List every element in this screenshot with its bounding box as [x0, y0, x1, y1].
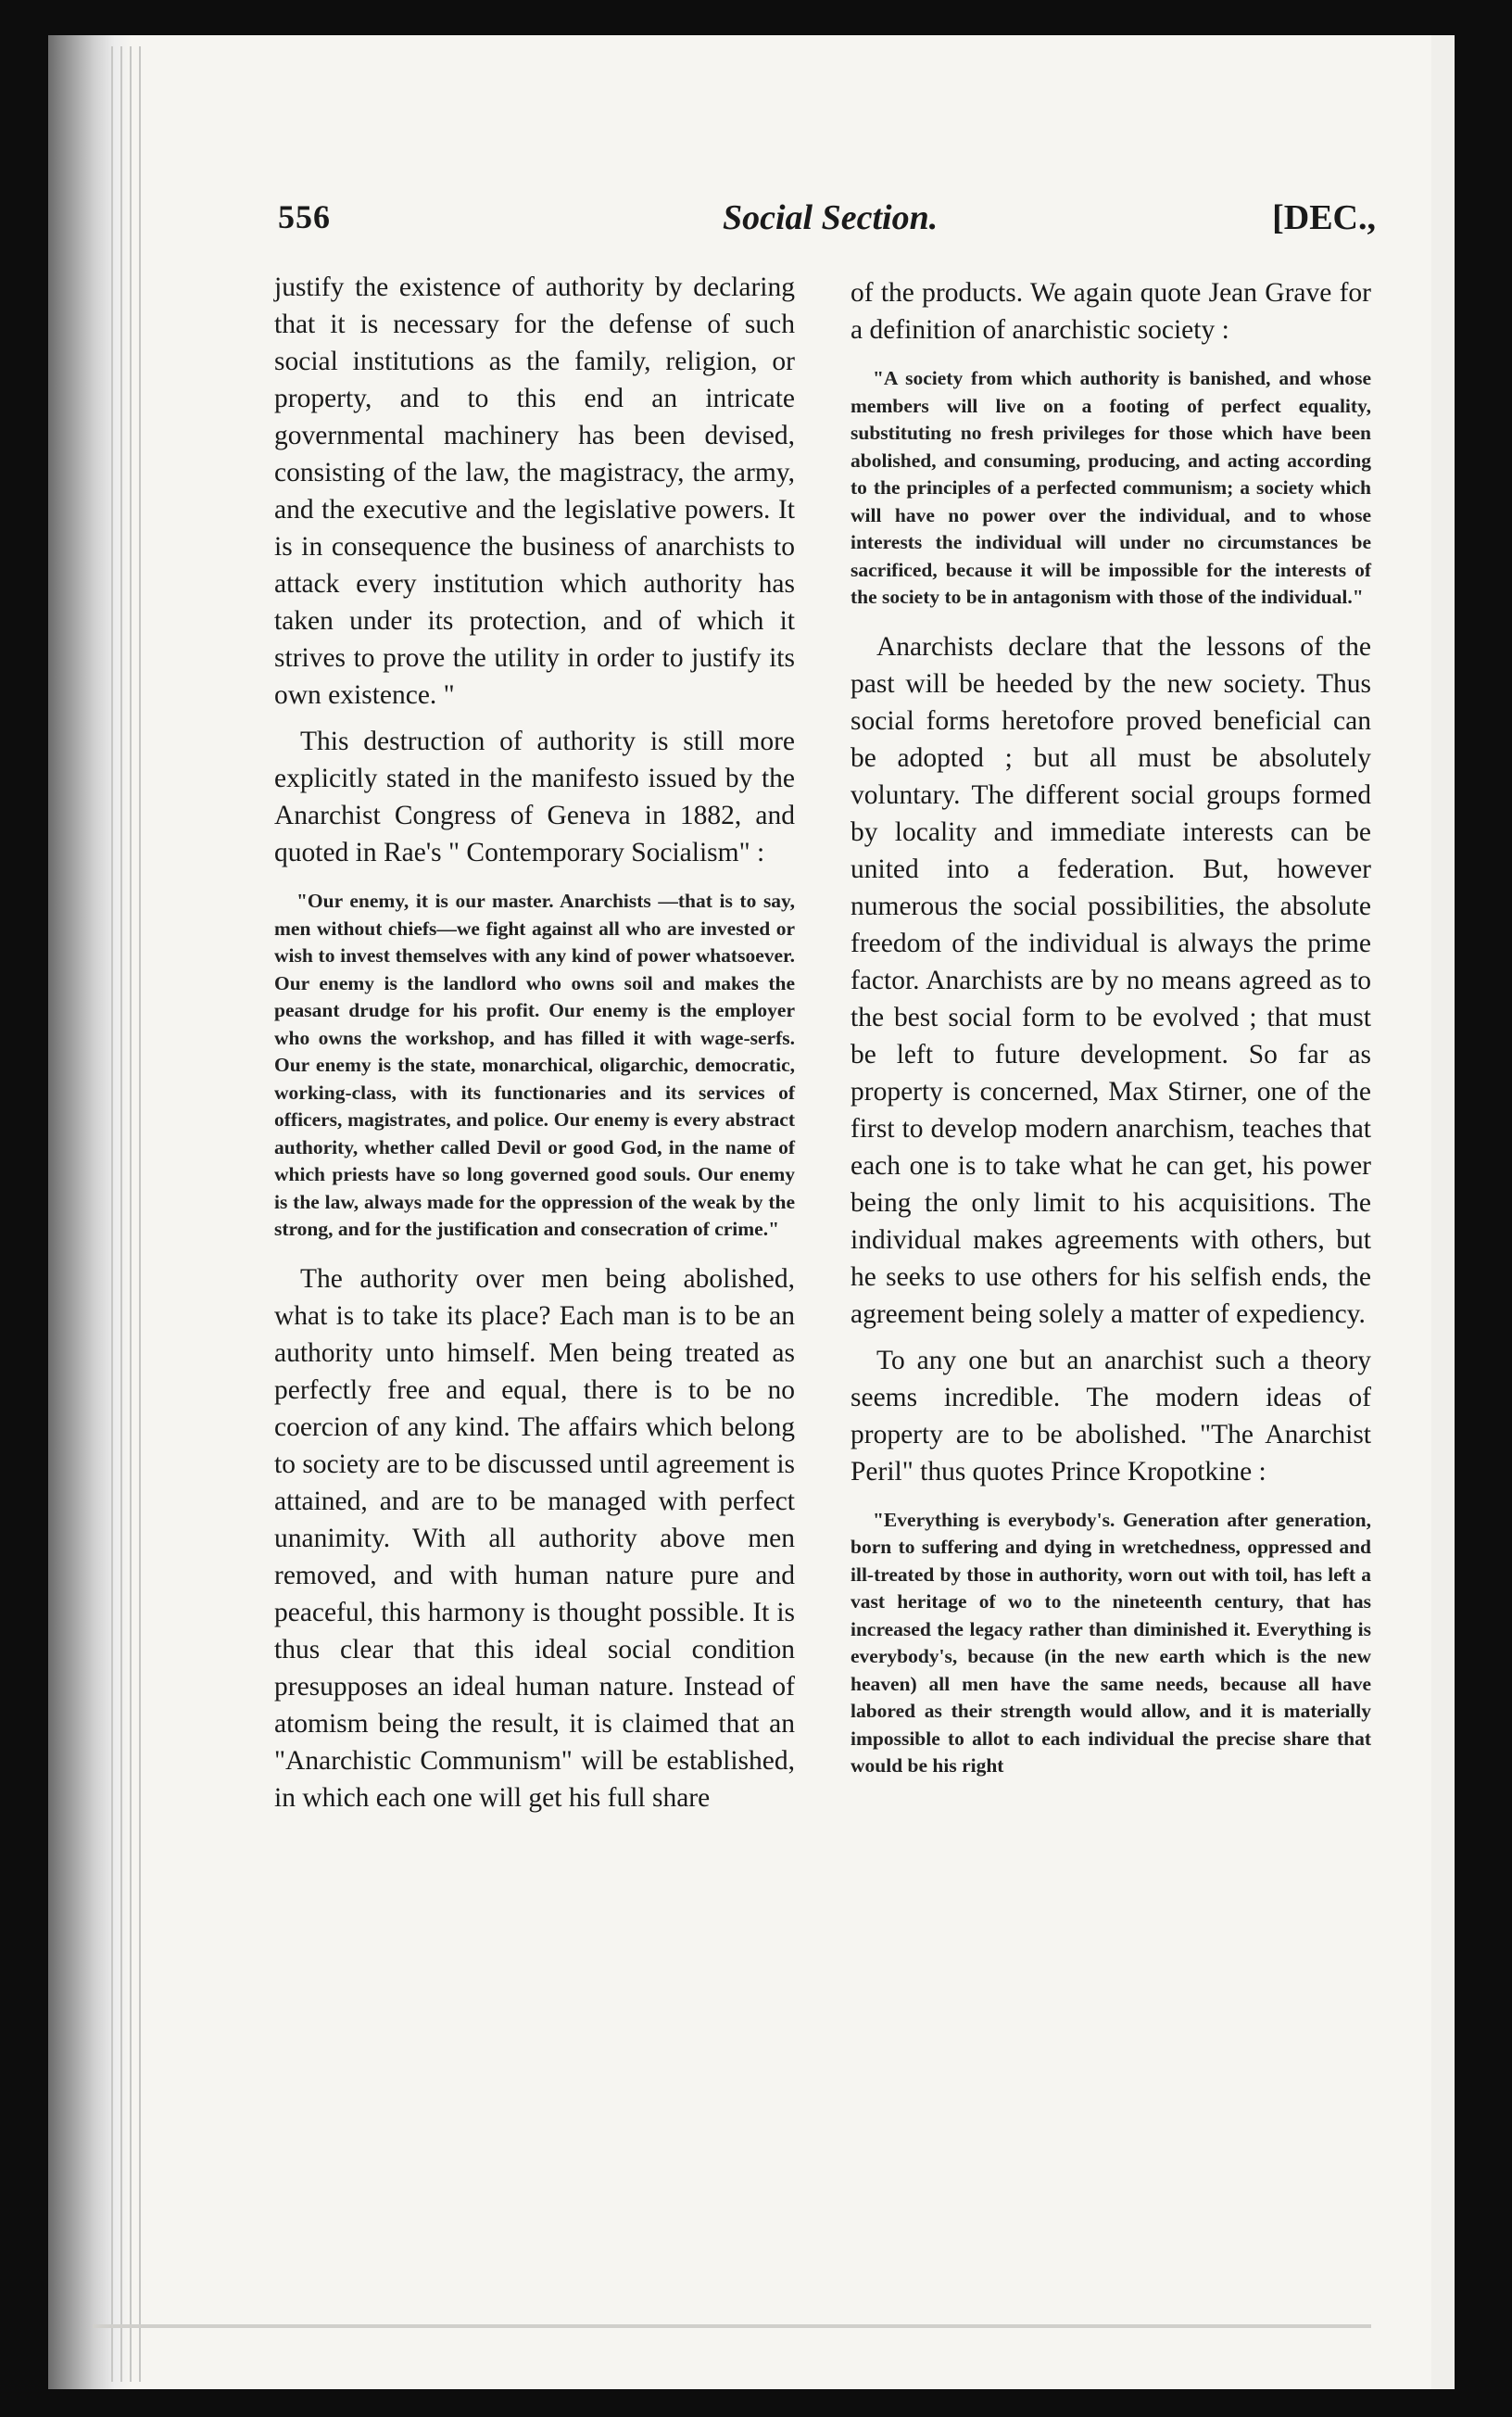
left-column: [274, 269, 795, 1816]
left-block-quote: "Our enemy, it is our master. Anarchists —that is to say, men without chiefs—we fight against all who are invested or wish to invest themselves with any kind of power whatsoever. Our enemy is the landlord who owns soil and makes the peasant drudge for his profit. Our enemy is the employer who owns the workshop, and has filled it with wage-serfs. Our enemy is the state, monarchical, oligarchic, democratic, working-class, with its functionaries and its services of officers, magistrates, and police. Our enemy is every abstract authority, whether called Devil or good God, in the name of which priests have so long governed good souls. Our enemy is the law, always made for the oppression of the weak by the strong, and for the justification and consecration of crime.": [274, 890, 795, 1240]
page-edge-lines: [111, 46, 148, 2382]
left-paragraph-3: The authority over men being abolished, what is to take its place? Each man is to be an authority unto himself. Men being treated as perfectly free and equal, there is to be no coercion of any kind. The affairs which belong to society are to be discussed until agreement is attained, and are to be managed with perfect unanimity. With all authority above men removed, and with human nature pure and peaceful, this harmony is thought possible. It is thus clear that this ideal social condition presupposes an ideal human nature. Instead of atomism being the result, it is claimed that an "Anarchistic Communism" will be established, in which each one will get his full share: [274, 1263, 795, 1813]
left-paragraph-1: justify the existence of authority by declaring that it is necessary for the defense of such social institutions as the family, religion, or property, and to this end an intricate governmental machinery has been devised, consisting of the law, the magistracy, the army, and the executive and the legislative powers. It is in consequence the business of anarchists to attack every institution which authority has taken under its protection, and of which it strives to prove the utility in order to justify its own existence. ": [274, 272, 795, 710]
right-page-edge: [1431, 35, 1455, 2389]
right-paragraph-1: of the products. We again quote Jean Grave for a definition of anarchistic society :: [850, 278, 1371, 345]
page-bottom-edge: [93, 2324, 1371, 2328]
page-number: 556: [278, 198, 331, 235]
left-paragraph-2: This destruction of authority is still more explicitly stated in the manifesto issued by the Anarchist Congress of Geneva in 1882, and quoted in Rae's " Contemporary Socialism" :: [274, 727, 795, 867]
right-paragraph-3: To any one but an anarchist such a theory seems incredible. The modern ideas of property are to be abolished. "The Anarchist Peril" thus quotes Prince Kropotkine :: [850, 1345, 1371, 1487]
right-column: [850, 274, 1371, 1797]
running-header: [278, 197, 1376, 253]
scan-border-right: [1455, 0, 1512, 2417]
right-paragraph-2: Anarchists declare that the lessons of the past will be heeded by the new society. Thus social forms heretofore proved beneficial can be adopted ; but all must be absolutely voluntary. The different social groups formed by locality and immediate interests can be united into a federation. But, however numerous the social possibilities, the absolute freedom of the individual is always the prime factor. Anarchists are by no means agreed as to the best social form to be evolved ; that must be left to future development. So far as property is concerned, Max Stirner, one of the first to develop modern anarchism, teaches that each one is to take what he can get, his power being the only limit to his acquisitions. The individual makes agreements with others, but he seeks to use others for his selfish ends, the agreement being solely a matter of expediency.: [850, 631, 1371, 1329]
right-block-quote-1: "A society from which authority is banished, and whose members will live on a footing of perfect equality, substituting no fresh privileges for those which have been abolished, and consuming, producing, and acting according to the principles of a perfected communism; a society which will have no power over the individual, and to whose interests the individual will under no circumstances be sacrificed, because it will be impossible for the interests of the society to be in antagonism with those of the individual.": [850, 367, 1371, 608]
header-month: [DEC.,: [1272, 198, 1376, 237]
right-block-quote-2: "Everything is everybody's. Generation after generation, born to suffering and dying in wretchedness, oppressed and ill-treated by those in authority, worn out with toil, has left a vast heritage of wo to the nineteenth century, that has increased the legacy rather than diminished it. Everything is everybody's, because (in the new earth which is the new heaven) all men have the same needs, because all have labored as their strength would allow, and it is materially impossible to allot to each individual the precise share that would be his right: [850, 1508, 1371, 1777]
running-title: Social Section.: [723, 198, 939, 237]
